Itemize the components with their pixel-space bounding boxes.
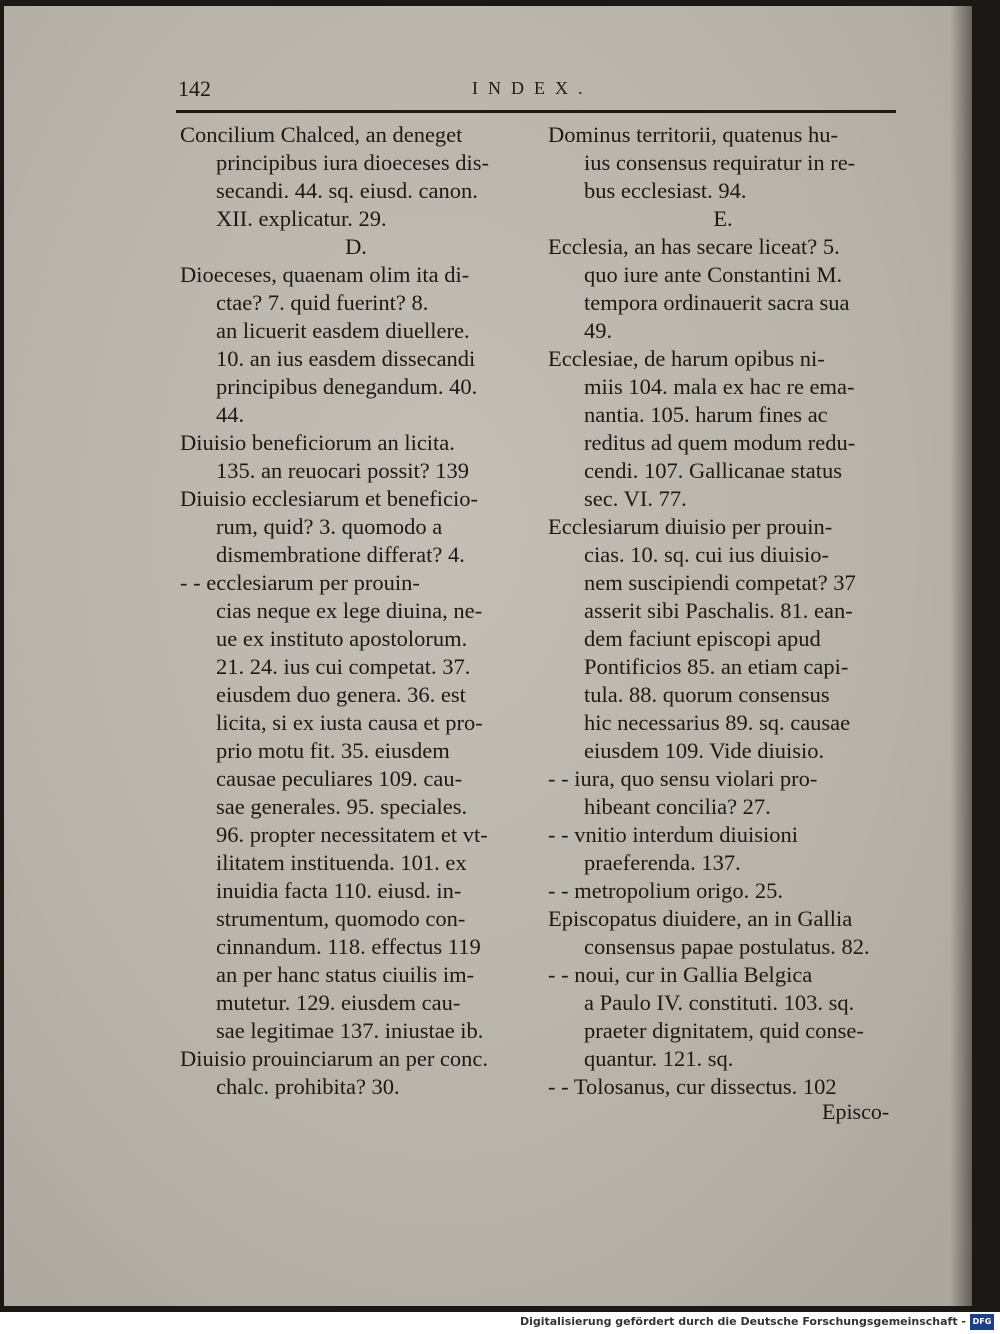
index-entry-continuation: quantur. 121. sq. — [584, 1046, 734, 1071]
index-entry-line: Ecclesiarum diuisio per prouin- — [548, 514, 833, 539]
index-entry-continuation: tula. 88. quorum consensus — [584, 682, 830, 707]
index-entry-continuation: XII. explicatur. 29. — [216, 206, 387, 231]
index-entry-continuation: cias neque ex lege diuina, ne- — [216, 598, 483, 623]
index-entry-continuation: causae peculiares 109. cau- — [216, 766, 463, 791]
page-gutter-shadow — [950, 6, 972, 1306]
index-entry-continuation: consensus papae postulatus. 82. — [584, 934, 870, 959]
index-entry-continuation: dismembratione differat? 4. — [216, 542, 465, 567]
index-entry-continuation: bus ecclesiast. 94. — [584, 178, 747, 203]
index-entry-continuation: praeferenda. 137. — [584, 850, 741, 875]
index-entry-continuation: mutetur. 129. eiusdem cau- — [216, 990, 461, 1015]
index-entry-line: Dioeceses, quaenam olim ita di- — [180, 262, 470, 287]
index-entry-line: - - noui, cur in Gallia Belgica — [548, 962, 813, 987]
funding-notice: Digitalisierung gefördert durch die Deutsche Forschungsgemeinschaft - — [519, 1315, 966, 1328]
index-entry-continuation: praeter dignitatem, quid conse- — [584, 1018, 864, 1043]
index-entry-line: - - ecclesiarum per prouin- — [180, 570, 420, 595]
index-entry-continuation: strumentum, quomodo con- — [216, 906, 466, 931]
index-entry-continuation: nantia. 105. harum fines ac — [584, 402, 828, 427]
index-entry-line: Concilium Chalced, an deneget — [180, 122, 463, 147]
index-entry-continuation: cias. 10. sq. cui ius diuisio- — [584, 542, 829, 567]
index-entry-continuation: ius consensus requiratur in re- — [584, 150, 856, 175]
index-entry-continuation: reditus ad quem modum redu- — [584, 430, 856, 455]
section-letter-heading: E. — [713, 206, 733, 231]
index-entry-continuation: hibeant concilia? 27. — [584, 794, 771, 819]
index-entry-continuation: dem faciunt episcopi apud — [584, 626, 821, 651]
index-entry-continuation: chalc. prohibita? 30. — [216, 1074, 400, 1099]
index-entry-continuation: quo iure ante Constantini M. — [584, 262, 843, 287]
index-entry-continuation: miis 104. mala ex hac re ema- — [584, 374, 855, 399]
index-right-column — [548, 121, 898, 1101]
index-entry-continuation: 21. 24. ius cui competat. 37. — [216, 654, 471, 679]
index-entry-continuation: sae legitimae 137. iniustae ib. — [216, 1018, 484, 1043]
index-entry-continuation: eiusdem 109. Vide diuisio. — [584, 738, 825, 763]
index-entry-continuation: sec. VI. 77. — [584, 486, 687, 511]
index-entry-continuation: licita, si ex iusta causa et pro- — [216, 710, 483, 735]
index-entry-continuation: 135. an reuocari possit? 139 — [216, 458, 470, 483]
dfg-logo: DFG — [970, 1314, 994, 1330]
index-entry-continuation: Pontificios 85. an etiam capi- — [584, 654, 849, 679]
index-entry-continuation: rum, quid? 3. quomodo a — [216, 514, 443, 539]
index-entry-continuation: 10. an ius easdem dissecandi — [216, 346, 476, 371]
index-entry-line: Diuisio beneficiorum an licita. — [180, 430, 455, 455]
index-entry-line: - - Tolosanus, cur dissectus. 102 — [548, 1074, 837, 1099]
index-entry-continuation: ue ex instituto apostolorum. — [216, 626, 468, 651]
index-entry-continuation: ilitatem instituenda. 101. ex — [216, 850, 467, 875]
digitization-footer — [0, 1312, 1000, 1334]
index-entry-continuation: principibus denegandum. 40. — [216, 374, 478, 399]
index-entry-continuation: prio motu fit. 35. eiusdem — [216, 738, 450, 763]
index-entry-line: Dominus territorii, quatenus hu- — [548, 122, 838, 147]
index-entry-continuation: 44. — [216, 402, 245, 427]
catchword: Episco- — [822, 1099, 890, 1124]
index-entry-line: Ecclesia, an has secare liceat? 5. — [548, 234, 840, 259]
index-entry-continuation: an per hanc status ciuilis im- — [216, 962, 475, 987]
index-entry-continuation: eiusdem duo genera. 36. est — [216, 682, 466, 707]
index-entry-line: - - metropolium origo. 25. — [548, 878, 783, 903]
index-entry-line: Diuisio prouinciarum an per conc. — [180, 1046, 489, 1071]
index-entry-continuation: 96. propter necessitatem et vt- — [216, 822, 488, 847]
page-number: 142 — [178, 76, 211, 101]
index-entry-continuation: principibus iura dioeceses dis- — [216, 150, 490, 175]
index-entry-line: - - iura, quo sensu violari pro- — [548, 766, 818, 791]
section-letter-heading: D. — [345, 234, 367, 259]
index-entry-continuation: inuidia facta 110. eiusd. in- — [216, 878, 462, 903]
index-entry-continuation: cendi. 107. Gallicanae status — [584, 458, 843, 483]
index-left-column — [180, 121, 532, 1101]
index-entry-line: Episcopatus diuidere, an in Gallia — [548, 906, 853, 931]
index-entry-continuation: ctae? 7. quid fuerint? 8. — [216, 290, 429, 315]
index-entry-continuation: secandi. 44. sq. eiusd. canon. — [216, 178, 478, 203]
header-rule — [176, 110, 896, 113]
index-entry-line: - - vnitio interdum diuisioni — [548, 822, 798, 847]
running-title: INDEX. — [472, 78, 593, 98]
index-entry-continuation: cinnandum. 118. effectus 119 — [216, 934, 481, 959]
index-entry-continuation: an licuerit easdem diuellere. — [216, 318, 470, 343]
index-entry-continuation: a Paulo IV. constituti. 103. sq. — [584, 990, 855, 1015]
index-entry-continuation: 49. — [584, 318, 613, 343]
index-entry-continuation: nem suscipiendi competat? 37 — [584, 570, 856, 595]
index-entry-line: Ecclesiae, de harum opibus ni- — [548, 346, 825, 371]
index-entry-continuation: sae generales. 95. speciales. — [216, 794, 468, 819]
index-entry-continuation: tempora ordinauerit sacra sua — [584, 290, 850, 315]
index-entry-continuation: hic necessarius 89. sq. causae — [584, 710, 851, 735]
page-header — [178, 76, 896, 106]
index-entry-line: Diuisio ecclesiarum et beneficio- — [180, 486, 479, 511]
index-entry-continuation: asserit sibi Paschalis. 81. ean- — [584, 598, 853, 623]
